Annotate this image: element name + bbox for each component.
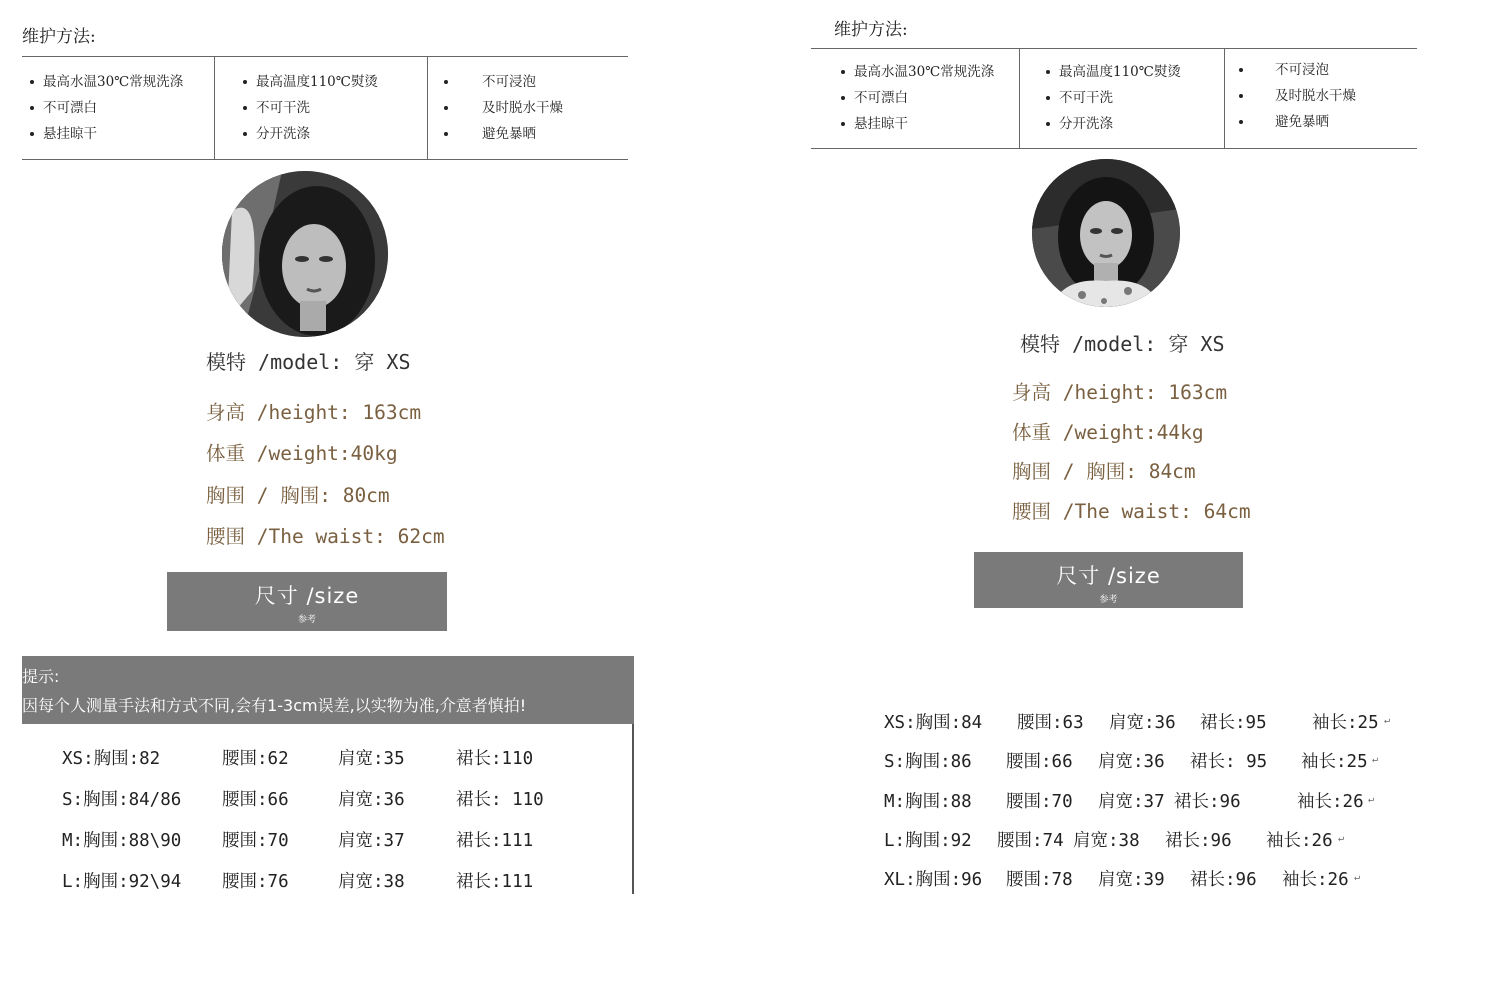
- bullet-icon: [841, 96, 845, 100]
- model-height: 身高 /height: 163cm: [1012, 381, 1228, 404]
- notice-heading: 提示:: [22, 667, 60, 686]
- care-item: 不可浸泡: [1239, 57, 1417, 83]
- care-column-1: [811, 49, 1019, 148]
- model-weight: 体重 /weight:40kg: [206, 442, 398, 465]
- size-header-box: [167, 572, 447, 631]
- care-item: 悬挂晾干: [30, 121, 214, 147]
- bullet-icon: [444, 132, 448, 136]
- care-item: 不可干洗: [1046, 85, 1224, 111]
- bullet-icon: [1239, 120, 1243, 124]
- size-table-border: [632, 724, 634, 894]
- care-column-1: [22, 57, 214, 159]
- care-table: [22, 56, 628, 160]
- bullet-icon: [1046, 122, 1050, 126]
- model-portrait-image: [222, 171, 388, 337]
- care-item: 及时脱水干燥: [1239, 83, 1417, 109]
- care-item: 分开洗涤: [243, 121, 427, 147]
- care-item: 分开洗涤: [1046, 111, 1224, 137]
- bullet-icon: [243, 80, 247, 84]
- care-item: 最高温度110℃熨烫: [243, 69, 427, 95]
- care-item: 悬挂晾干: [841, 111, 1019, 137]
- care-table: [811, 48, 1417, 149]
- bullet-icon: [1239, 94, 1243, 98]
- model-waist: 腰围 /The waist: 64cm: [1012, 500, 1251, 523]
- size-subtitle: 参考: [297, 615, 316, 625]
- model-avatar: [1032, 159, 1180, 307]
- care-item: 最高水温30℃常规洗涤: [30, 69, 214, 95]
- model-waist: 腰围 /The waist: 62cm: [206, 525, 445, 548]
- bullet-icon: [30, 132, 34, 136]
- care-column-3: [1224, 49, 1417, 148]
- return-mark: ↵: [1384, 715, 1391, 726]
- model-size-line: 模特 /model: 穿 XS: [1020, 332, 1225, 356]
- return-mark: ↵: [1368, 794, 1375, 805]
- care-item: 最高水温30℃常规洗涤: [841, 59, 1019, 85]
- care-item: 最高温度110℃熨烫: [1046, 59, 1224, 85]
- bullet-icon: [30, 106, 34, 110]
- care-column-2: [1019, 49, 1224, 148]
- model-avatar: [222, 171, 388, 337]
- model-bust: 胸围 / 胸围: 84cm: [1012, 460, 1196, 483]
- bullet-icon: [30, 80, 34, 84]
- care-item: 避免暴晒: [1239, 109, 1417, 135]
- size-subtitle: 参考: [1099, 595, 1118, 605]
- size-header-box: [974, 552, 1243, 608]
- care-title: 维护方法:: [22, 27, 96, 47]
- care-item: 不可漂白: [30, 95, 214, 121]
- bullet-icon: [243, 106, 247, 110]
- care-item: 不可漂白: [841, 85, 1019, 111]
- model-bust: 胸围 / 胸围: 80cm: [206, 484, 390, 507]
- bullet-icon: [444, 80, 448, 84]
- size-title: 尺寸 /size: [254, 584, 360, 608]
- return-mark: ↵: [1354, 872, 1361, 883]
- left-product-panel: 维护方法: 最高水温30℃常规洗涤 不可漂白 悬挂晾干 最高温度110℃熨烫 不可干洗 分开洗涤 不可浸泡 及时脱水干燥 避免暴晒 模特 /model: 穿 XS 身高 /height: 163cm 体重 /weight:40kg 胸围 / 胸围: 80cm 腰围 /The waist: 62cm 尺寸 /size 参考 提示: 因每个人测量手法和方式不同,会有1-3cm误差,以实物为准,介意者慎拍! XS:胸围:82 腰围:62 肩宽:35 裙长:110 S:胸围:84/86 腰围:66 肩宽:36 裙长: 110 M:胸围:88\90 腰围:70 肩宽:37 裙长:111 L:胸围:92\94 腰围:76 肩宽:38 裙长:111: [0, 0, 700, 1004]
- bullet-icon: [841, 122, 845, 126]
- bullet-icon: [243, 132, 247, 136]
- right-product-panel: 维护方法: 最高水温30℃常规洗涤 不可漂白 悬挂晾干 最高温度110℃熨烫 不可干洗 分开洗涤 不可浸泡 及时脱水干燥 避免暴晒 模特 /model: 穿 XS 身高 /height: 163cm 体重 /weight:44kg 胸围 / 胸围: 84cm 腰围 /The waist: 64cm 尺寸 /size 参考 XS:胸围:84 腰围:63 肩宽:36 裙长:95 袖长:25 ↵ S:胸围:86 腰围:66 肩宽:36 裙长: 95 袖长:25 ↵ M:胸围:88 腰围:70 肩宽:37 裙长:96 袖长:26 ↵ L:胸围:92 腰围:74 肩宽:38 裙长:96 袖长:26 ↵ XL:胸围:96 腰围:78 肩宽:39 裙长:96 袖长:26 ↵: [760, 0, 1500, 1004]
- care-column-2: [214, 57, 427, 159]
- care-item: 避免暴晒: [444, 121, 628, 147]
- return-mark: ↵: [1338, 833, 1345, 844]
- bullet-icon: [1046, 70, 1050, 74]
- model-weight: 体重 /weight:44kg: [1012, 421, 1204, 444]
- care-column-3: [427, 57, 628, 159]
- model-portrait-image: [1032, 159, 1180, 307]
- bullet-icon: [1046, 96, 1050, 100]
- model-height: 身高 /height: 163cm: [206, 401, 422, 424]
- notice-banner: [22, 656, 634, 724]
- size-title: 尺寸 /size: [1056, 564, 1161, 588]
- care-item: 不可干洗: [243, 95, 427, 121]
- care-title: 维护方法:: [834, 20, 908, 40]
- care-item: 及时脱水干燥: [444, 95, 628, 121]
- care-item: 不可浸泡: [444, 69, 628, 95]
- return-mark: ↵: [1372, 754, 1379, 765]
- bullet-icon: [444, 106, 448, 110]
- bullet-icon: [841, 70, 845, 74]
- notice-text: 因每个人测量手法和方式不同,会有1-3cm误差,以实物为准,介意者慎拍!: [22, 696, 527, 715]
- model-size-line: 模特 /model: 穿 XS: [206, 350, 411, 374]
- bullet-icon: [1239, 68, 1243, 72]
